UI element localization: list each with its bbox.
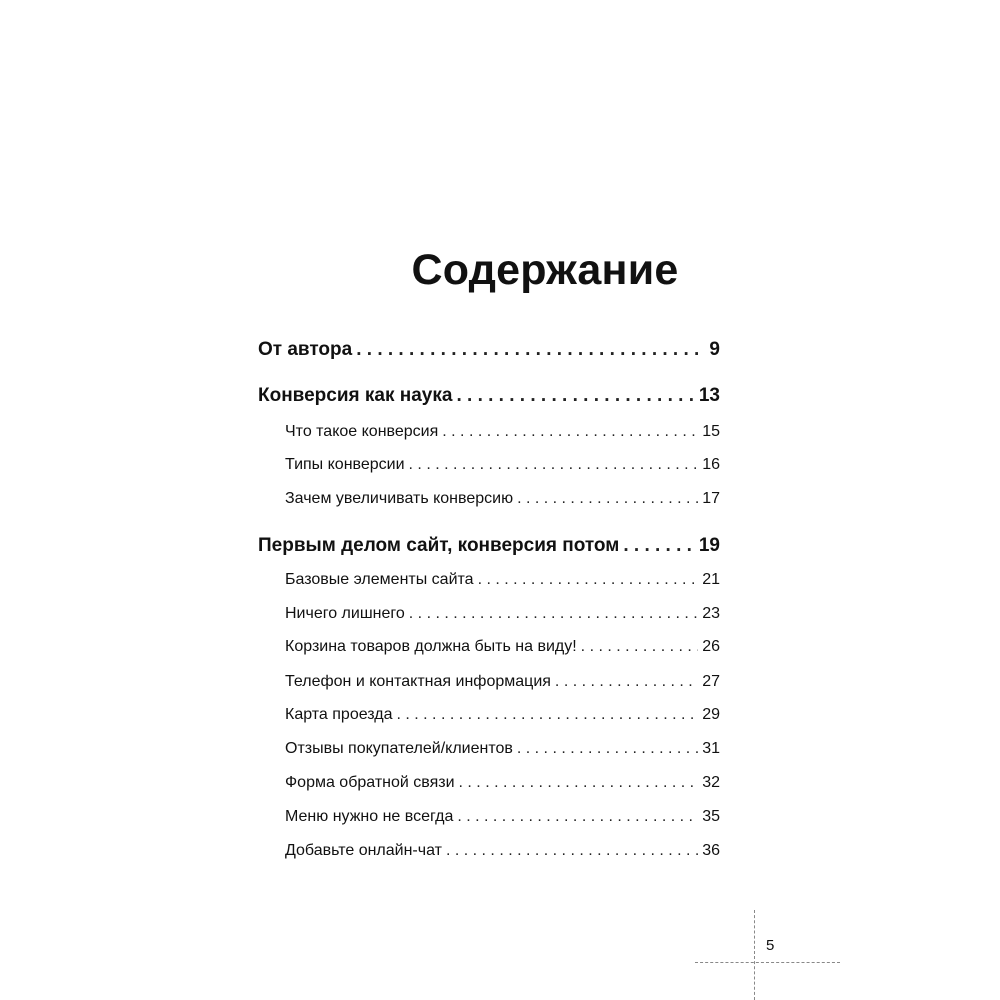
toc-chapter[interactable] [258, 339, 720, 361]
dot-leader [356, 339, 705, 361]
toc-chapter[interactable] [258, 385, 720, 407]
toc-entry-label: Первым делом сайт, конверсия потом [258, 535, 620, 556]
toc-section[interactable] [285, 740, 720, 758]
toc-entry-label: Корзина товаров должна быть на виду! [285, 638, 577, 655]
toc-entry-page: 9 [709, 339, 720, 360]
toc-entry-page: 31 [702, 740, 720, 757]
toc-entry-page: 27 [702, 673, 720, 690]
dot-leader [517, 740, 698, 758]
toc-section[interactable] [285, 808, 720, 826]
dot-leader [409, 456, 699, 474]
toc-entry-label: Базовые элементы сайта [285, 571, 474, 588]
dot-leader [446, 842, 698, 860]
toc-entry-label: Меню нужно не всегда [285, 808, 454, 825]
toc-section[interactable] [285, 673, 720, 691]
toc-entry-page: 26 [702, 638, 720, 655]
toc-entry-label: Конверсия как наука [258, 385, 453, 406]
toc-entry-label: Что такое конверсия [285, 423, 439, 440]
page-title: Содержание [411, 246, 679, 294]
toc-section[interactable] [285, 605, 720, 623]
toc-entry-label: Карта проезда [285, 706, 393, 723]
toc-entry-page: 17 [702, 490, 720, 507]
toc-section[interactable] [285, 490, 720, 508]
dot-leader [442, 423, 698, 441]
toc-entry-label: Типы конверсии [285, 456, 405, 473]
dot-leader [409, 605, 698, 623]
toc-section[interactable] [285, 774, 720, 792]
toc-entry-label: Зачем увеличивать конверсию [285, 490, 514, 507]
toc-section[interactable] [285, 842, 720, 860]
toc-entry-label: Телефон и контактная информация [285, 673, 551, 690]
toc-entry-page: 15 [702, 423, 720, 440]
toc-section[interactable] [285, 571, 720, 589]
toc-section[interactable] [285, 423, 720, 441]
toc-entry-label: Добавьте онлайн-чат [285, 842, 442, 859]
toc-entry-page: 29 [702, 706, 720, 723]
crop-mark-vertical [754, 910, 755, 1000]
toc-entry-label: Форма обратной связи [285, 774, 455, 791]
toc-entry-page: 32 [702, 774, 720, 791]
toc-entry-page: 36 [702, 842, 720, 859]
dot-leader [457, 808, 698, 826]
toc-entry-page: 19 [698, 535, 720, 556]
dot-leader [581, 638, 699, 656]
dot-leader [456, 385, 694, 407]
toc-entry-label: Отзывы покупателей/клиентов [285, 740, 513, 757]
toc-section[interactable] [285, 456, 720, 474]
toc-chapter[interactable] [258, 535, 720, 557]
dot-leader [517, 490, 698, 508]
toc-entry-label: Ничего лишнего [285, 605, 405, 622]
toc-entry-label: От автора [258, 339, 353, 360]
dot-leader [459, 774, 699, 792]
toc-entry-page: 23 [702, 605, 720, 622]
page-number: 5 [766, 937, 775, 954]
toc-entry-page: 16 [702, 456, 720, 473]
crop-mark-horizontal [695, 962, 840, 963]
toc-entry-page: 13 [698, 385, 720, 406]
dot-leader [555, 673, 698, 691]
toc-section[interactable] [285, 638, 720, 656]
toc-section[interactable] [285, 706, 720, 724]
dot-leader [396, 706, 698, 724]
toc-entry-page: 21 [702, 571, 720, 588]
toc-entry-page: 35 [702, 808, 720, 825]
dot-leader [478, 571, 699, 589]
dot-leader [623, 535, 695, 557]
